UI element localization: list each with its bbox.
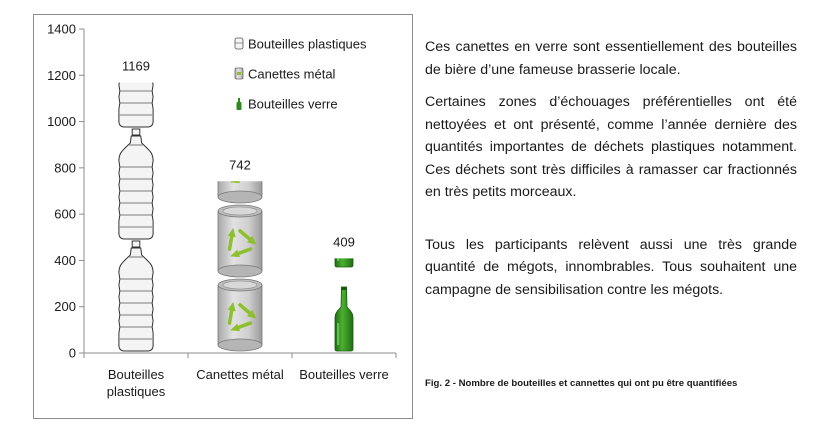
plastic-bottle-icon [235,38,243,49]
y-tick-label: 1400 [47,21,76,37]
legend-label: Bouteilles plastiques [248,36,367,52]
category-label: Canettes métal [196,367,284,382]
y-tick-label: 1200 [47,67,76,83]
category-label: Bouteilles [107,367,165,382]
metal-can-icon [235,68,243,79]
legend-item [237,97,338,112]
paragraph-3: Tous les participants relèvent aussi une très grande quantité de mégots, innombrables. Tous souhaitent une campagne de sensibilisation contre les mégots. [425,236,797,298]
y-tick-label: 1000 [47,114,76,130]
chart-frame [33,14,413,419]
legend-label: Bouteilles verre [248,96,338,112]
data-label: 409 [333,234,355,250]
data-label: 1169 [122,58,150,74]
y-tick-label: 600 [54,206,76,222]
description-text [425,36,797,311]
paragraph-1: Ces canettes en verre sont essentiellement des bouteilles de bière d’une fameuse brasserie locale. [425,39,797,78]
data-label: 742 [229,157,251,173]
bar-chart [34,15,414,420]
y-tick-label: 200 [54,299,76,315]
category-label: plastiques [106,384,166,399]
paragraph-2: Certaines zones d’échouages préférentielles ont été nettoyées et ont présenté, comme l’année dernière des quantités importantes de déchets plastiques notamment. Ces déchets sont très difficiles à ramasser car fractionnés en très petits morceaux. [425,94,797,200]
figure-caption: Fig. 2 - Nombre de bouteilles et cannettes qui ont pu être quantifiées [425,378,738,389]
legend-label: Canettes métal [248,66,336,82]
bar-bouteilles-verre [335,203,353,351]
y-tick-label: 400 [54,252,76,268]
y-tick-label: 800 [54,160,76,176]
category-label: Bouteilles verre [299,367,389,382]
glass-bottle-icon [237,98,242,110]
legend-item [235,67,336,82]
y-tick-label: 0 [68,345,76,361]
legend-item [235,37,367,52]
